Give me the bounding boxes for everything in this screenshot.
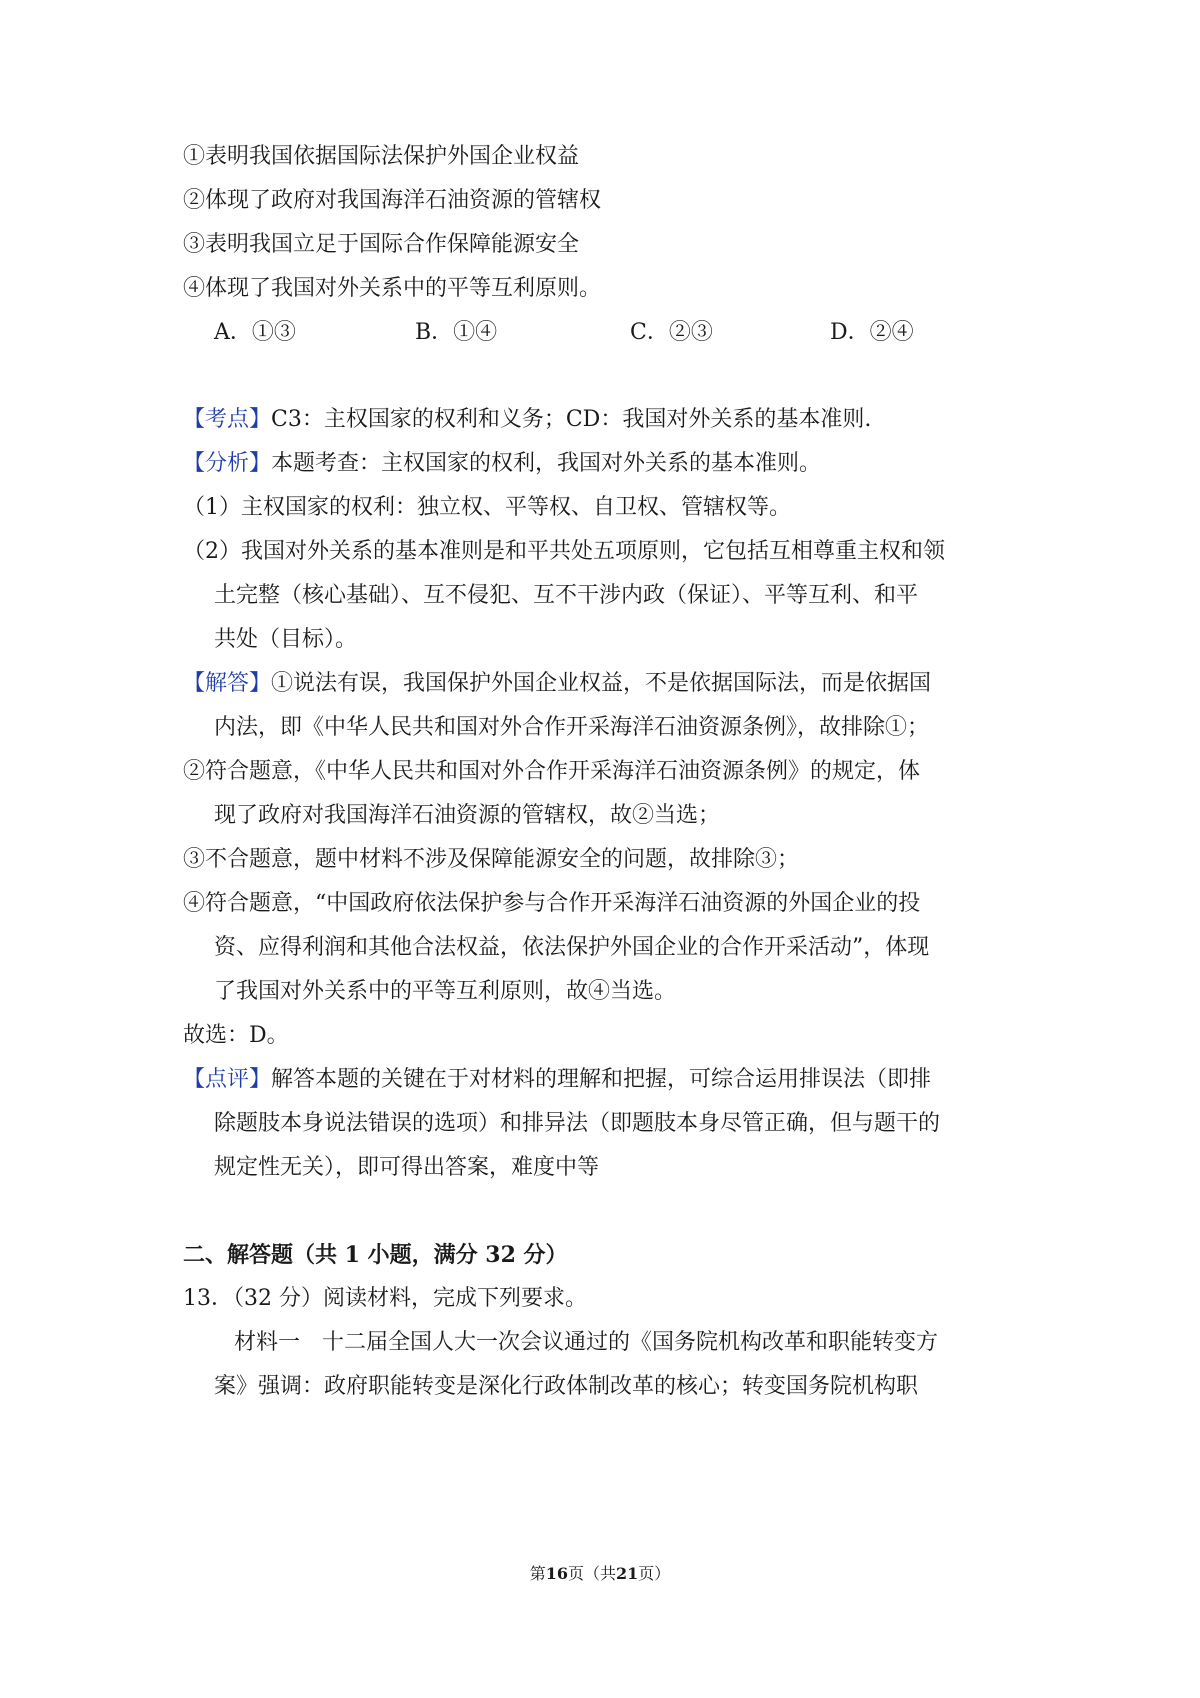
page-footer (0, 1562, 1200, 1586)
kaodian-tag: 【考点】 (183, 407, 272, 432)
option-c (630, 318, 713, 348)
footer-prefix: 第 (529, 1564, 546, 1583)
option-d (830, 318, 914, 348)
statement-1: ①表明我国依据国际法保护外国企业权益 (183, 144, 580, 169)
section-heading: 二、解答题（共 1 小题，满分 32 分） (183, 1242, 568, 1268)
dianping-line-3: 规定性无关），即可得出答案，难度中等 (214, 1155, 600, 1180)
jieda-line-2: 内法，即《中华人民共和国对外合作开采海洋石油资源条例》，故排除①； (214, 715, 930, 740)
fenxi-point-2: （2）我国对外关系的基本准则是和平共处五项原则，它包括互相尊重主权和领 (183, 539, 945, 564)
footer-middle: 页（共 (567, 1564, 616, 1583)
dianping-line (183, 1065, 931, 1095)
fenxi-line (183, 449, 821, 479)
option-value: ①④ (453, 320, 498, 345)
option-value: ②④ (869, 320, 914, 345)
jieda-line-6: ④符合题意，“中国政府依法保护参与合作开采海洋石油资源的外国企业的投 (183, 891, 921, 916)
footer-page: 16 (545, 1564, 568, 1583)
option-letter: A． (214, 320, 252, 345)
fenxi-point-1: （1）主权国家的权利：独立权、平等权、自卫权、管辖权等。 (183, 495, 791, 520)
fenxi-text: 本题考查：主权国家的权利，我国对外关系的基本准则。 (271, 451, 822, 476)
footer-suffix: 页） (638, 1564, 671, 1583)
material-line-1: 材料一 十二届全国人大一次会议通过的《国务院机构改革和职能转变方 (234, 1330, 939, 1355)
statement-2: ②体现了政府对我国海洋石油资源的管辖权 (183, 188, 602, 213)
statement-4: ④体现了我国对外关系中的平等互利原则。 (183, 276, 602, 301)
option-b (415, 318, 497, 348)
dianping-line-2: 除题肢本身说法错误的选项）和排异法（即题肢本身尽管正确，但与题干的 (214, 1111, 941, 1136)
answer-line: 故选：D。 (183, 1023, 289, 1048)
jieda-line-8: 了我国对外关系中的平等互利原则，故④当选。 (214, 979, 677, 1004)
kaodian-line (183, 405, 871, 435)
jieda-line-5: ③不合题意，题中材料不涉及保障能源安全的问题，故排除③； (183, 847, 800, 872)
jieda-text: ①说法有误，我国保护外国企业权益，不是依据国际法，而是依据国 (271, 671, 932, 696)
option-a (214, 318, 296, 348)
question-13: 13．（32 分）阅读材料，完成下列要求。 (183, 1286, 587, 1311)
option-value: ①③ (251, 320, 296, 345)
dianping-text: 解答本题的关键在于对材料的理解和把握，可综合运用排误法（即排 (271, 1067, 932, 1092)
jieda-line (183, 669, 931, 699)
option-value: ②③ (668, 320, 713, 345)
fenxi-tag: 【分析】 (183, 451, 272, 476)
option-letter: D． (830, 320, 870, 345)
option-letter: B． (415, 320, 454, 345)
jieda-line-7: 资、应得利润和其他合法权益，依法保护外国企业的合作开采活动”，体现 (214, 935, 930, 960)
jieda-line-4: 现了政府对我国海洋石油资源的管辖权，故②当选； (214, 803, 721, 828)
option-letter: C． (630, 320, 669, 345)
fenxi-point-2-cont: 土完整（核心基础）、互不侵犯、互不干涉内政（保证）、平等互利、和平 (214, 583, 919, 608)
dianping-tag: 【点评】 (183, 1067, 272, 1092)
fenxi-point-2-end: 共处（目标）。 (214, 627, 358, 652)
material-line-2: 案》强调：政府职能转变是深化行政体制改革的核心；转变国务院机构职 (214, 1374, 919, 1399)
kaodian-text: C3：主权国家的权利和义务；CD：我国对外关系的基本准则. (271, 407, 872, 432)
footer-total: 21 (616, 1564, 639, 1583)
jieda-tag: 【解答】 (183, 671, 272, 696)
statement-3: ③表明我国立足于国际合作保障能源安全 (183, 232, 580, 257)
jieda-line-3: ②符合题意，《中华人民共和国对外合作开采海洋石油资源条例》的规定，体 (183, 759, 921, 784)
